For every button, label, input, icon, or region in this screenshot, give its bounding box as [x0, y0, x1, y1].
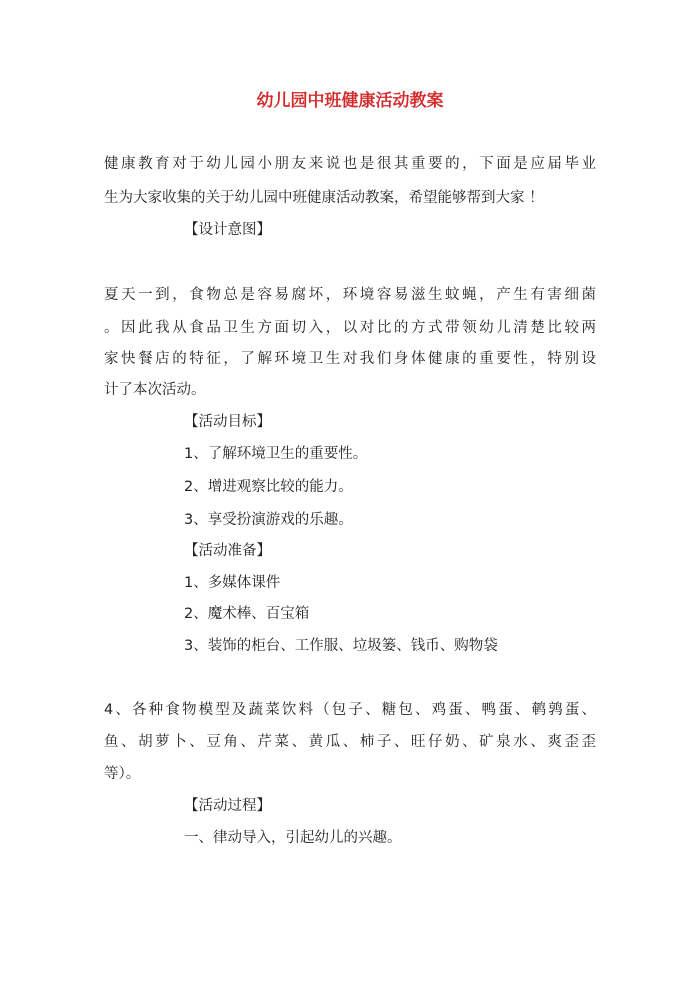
goal-item-1: 1、了解环境卫生的重要性。 [184, 446, 368, 462]
design-line-4: 计了本次活动。 [104, 382, 206, 398]
prep-item-2: 2、魔术棒、百宝箱 [184, 606, 310, 622]
process-step-1: 一、律动导入，引起幼儿的兴趣。 [184, 830, 402, 846]
goal-item-2: 2、增进观察比较的能力。 [184, 479, 353, 495]
goal-item-3: 3、享受扮演游戏的乐趣。 [184, 512, 353, 528]
intro-line-2: 生为大家收集的关于幼儿园中班健康活动教案，希望能够帮到大家 ！ [104, 190, 544, 206]
prep-heading: 【活动准备】 [184, 543, 271, 559]
prep-item-4-line-3: 等）。 [104, 766, 141, 782]
prep-item-3: 3、装饰的柜台、工作服、垃圾篓、钱币、购物袋 [184, 638, 498, 654]
goals-heading: 【活动目标】 [184, 414, 271, 430]
prep-item-4-line-2: 鱼、胡萝卜、豆角、芹菜、黄瓜、柿子、旺仔奶、矿泉水、爽歪歪 [104, 734, 596, 750]
design-heading: 【设计意图】 [184, 222, 271, 238]
process-heading: 【活动过程】 [184, 798, 271, 814]
prep-item-4-line-1: 4、各种食物模型及蔬菜饮料（包子、糖包、鸡蛋、鸭蛋、鹌鹑蛋、 [104, 702, 596, 718]
intro-line-1: 健康教育对于幼儿园小朋友来说也是很其重要的，下面是应届毕业 [104, 156, 596, 172]
prep-item-1: 1、多媒体课件 [184, 575, 281, 591]
design-line-2: 。因此我从食品卫生方面切入，以对比的方式带领幼儿清楚比较两 [104, 320, 596, 336]
design-line-3: 家快餐店的特征，了解环境卫生对我们身体健康的重要性，特别设 [104, 351, 596, 367]
document-title: 幼儿园中班健康活动教案 [256, 91, 444, 111]
design-line-1: 夏天一到，食物总是容易腐坏，环境容易滋生蚊蝇，产生有害细菌 [104, 287, 596, 303]
